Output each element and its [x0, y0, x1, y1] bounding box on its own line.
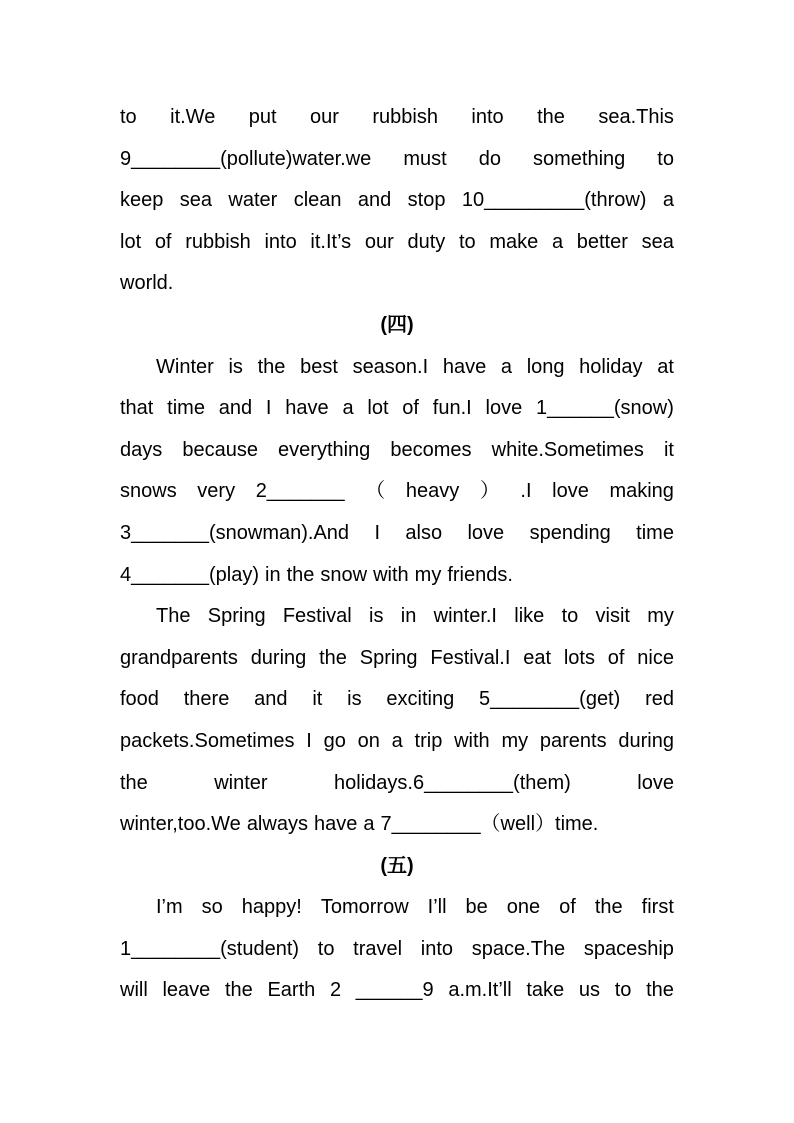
word: clean	[293, 189, 342, 212]
word: is	[347, 688, 362, 711]
word: happy!	[241, 896, 302, 919]
word: like	[514, 605, 545, 628]
word: make	[489, 230, 539, 253]
word: rubbish	[372, 106, 438, 128]
text-line	[120, 139, 674, 181]
word: because	[182, 438, 258, 461]
word: 3_______(snowman).And	[120, 521, 350, 544]
word: sea	[641, 230, 674, 253]
word: to	[458, 230, 476, 253]
word: be	[465, 896, 488, 919]
word: stop	[407, 189, 446, 212]
word: packets.Sometimes	[120, 729, 295, 752]
word: it	[663, 438, 674, 461]
word: parents	[539, 729, 607, 752]
word: snows	[120, 480, 177, 503]
word: a	[342, 397, 354, 420]
text-line	[120, 97, 674, 139]
word: （	[365, 480, 386, 503]
text-line	[120, 721, 674, 763]
word: best	[300, 355, 338, 378]
word: fun.I	[432, 397, 472, 420]
word: eat	[523, 646, 552, 669]
word: do	[478, 147, 501, 170]
word: is	[228, 355, 243, 378]
word: lots	[563, 646, 595, 669]
word: a	[500, 355, 513, 378]
word: lot	[367, 397, 389, 420]
text-line	[120, 513, 674, 555]
text-line	[120, 263, 674, 305]
word: into	[420, 937, 454, 960]
word: of	[154, 230, 172, 253]
word: the	[537, 106, 565, 128]
text-line	[120, 887, 674, 929]
word: trip	[414, 729, 443, 752]
word: during	[250, 646, 307, 669]
text-line	[120, 430, 674, 472]
word: 1________(student)	[120, 937, 300, 960]
word: a	[551, 230, 564, 253]
word: Festival.I	[430, 646, 511, 669]
word: spending	[529, 521, 611, 544]
word: my	[647, 605, 674, 628]
word: will	[120, 979, 148, 1002]
text-line	[120, 638, 674, 680]
word: heavy	[405, 480, 460, 503]
word: travel	[353, 937, 403, 960]
word: I’m	[156, 896, 183, 919]
text-line	[120, 555, 674, 597]
text-line	[120, 388, 674, 430]
text-line	[120, 763, 674, 805]
word: to	[317, 937, 335, 960]
word: better	[576, 230, 628, 253]
word: winter,too.We	[120, 813, 241, 836]
word: winter	[214, 771, 268, 794]
word: in	[265, 563, 281, 586]
word: very	[197, 480, 236, 503]
word: Spring	[207, 605, 266, 628]
word: have	[285, 397, 329, 420]
word: the	[257, 355, 286, 378]
word: nice	[637, 646, 674, 669]
word: a	[662, 189, 674, 212]
word: put	[248, 106, 277, 128]
section-heading: (五)	[380, 854, 414, 877]
word: red	[645, 688, 674, 711]
word: sea	[179, 189, 213, 212]
section-heading: (四)	[380, 313, 414, 336]
word: of	[559, 896, 576, 919]
word: into	[471, 106, 504, 128]
word: exciting	[386, 688, 455, 711]
word: spaceship	[583, 937, 674, 960]
word: space.The	[471, 937, 566, 960]
word: our	[310, 106, 339, 128]
text-line	[120, 596, 674, 638]
word: love	[467, 521, 505, 544]
text-line	[120, 929, 674, 971]
word: Winter	[156, 355, 214, 378]
word: it.We	[170, 106, 216, 128]
word: there	[183, 688, 230, 711]
word: with	[373, 563, 409, 586]
word: Spring	[359, 646, 418, 669]
word: grandparents	[120, 646, 238, 669]
text-line	[120, 180, 674, 222]
word: in	[400, 605, 417, 628]
word: into	[264, 230, 297, 253]
word: is	[369, 605, 384, 628]
word: the	[224, 979, 253, 1002]
word: one	[506, 896, 541, 919]
word: my	[414, 563, 442, 586]
word: food	[120, 688, 159, 711]
word: water	[228, 189, 278, 212]
text-line	[120, 804, 674, 846]
word: ______9	[355, 979, 434, 1002]
word: lot	[120, 230, 142, 253]
word: us	[578, 979, 600, 1002]
word: on	[357, 729, 380, 752]
word: a	[363, 813, 375, 836]
word: to	[561, 605, 579, 628]
word: The	[156, 605, 191, 628]
word: of	[402, 397, 419, 420]
word: I’ll	[427, 896, 447, 919]
word: becomes	[390, 438, 472, 461]
word: my	[501, 729, 529, 752]
word: I	[306, 729, 312, 752]
word: take	[526, 979, 565, 1002]
word: visit	[595, 605, 630, 628]
word: must	[403, 147, 447, 170]
word: the	[594, 896, 623, 919]
word: and	[357, 189, 392, 212]
word: to	[614, 979, 632, 1002]
word: the	[646, 979, 674, 1002]
word: the	[319, 646, 347, 669]
word: of	[607, 646, 625, 669]
word: holiday	[579, 355, 643, 378]
word: to	[120, 106, 137, 128]
word: I	[374, 521, 380, 544]
word: friends.	[447, 563, 513, 586]
word: sea.This	[598, 106, 674, 128]
word: love	[552, 480, 589, 503]
word: first	[641, 896, 674, 919]
word: time	[636, 521, 674, 544]
word: 4_______(play)	[120, 563, 259, 586]
word: keep	[120, 189, 164, 212]
word: at	[657, 355, 674, 378]
word: duty	[407, 230, 446, 253]
word: have	[442, 355, 487, 378]
word: everything	[278, 438, 371, 461]
word: Earth	[267, 979, 316, 1002]
word: 5________(get)	[479, 688, 621, 711]
word: .I	[520, 480, 532, 503]
word: a	[391, 729, 403, 752]
text-line	[120, 679, 674, 721]
word: also	[405, 521, 443, 544]
word: 10_________(throw)	[461, 189, 647, 212]
word: 1______(snow)	[536, 397, 674, 420]
word: love	[637, 771, 674, 794]
word: leave	[162, 979, 211, 1002]
text-line	[120, 347, 674, 389]
word: and	[218, 397, 253, 420]
word: the	[286, 563, 315, 586]
word: 9________(pollute)water.we	[120, 147, 372, 170]
word: days	[120, 438, 163, 461]
word: Festival	[282, 605, 352, 628]
word: go	[323, 729, 346, 752]
word: long	[526, 355, 565, 378]
word: rubbish	[185, 230, 251, 253]
word: with	[454, 729, 490, 752]
word: and	[254, 688, 288, 711]
word: it.It’s	[310, 230, 352, 253]
word: time	[167, 397, 205, 420]
word: so	[201, 896, 223, 919]
word: winter.I	[433, 605, 497, 628]
word: 2	[329, 979, 342, 1002]
word: making	[609, 480, 674, 503]
text-line	[120, 222, 674, 264]
word: Tomorrow	[320, 896, 409, 919]
word: ）	[479, 480, 500, 503]
word: love	[485, 397, 523, 420]
word: holidays.6________(them)	[334, 771, 571, 794]
word: snow	[320, 563, 368, 586]
word: that	[120, 397, 154, 420]
word: to	[657, 147, 674, 170]
word: season.I	[352, 355, 429, 378]
word: the	[120, 771, 148, 794]
word: during	[618, 729, 674, 752]
word: always	[246, 813, 308, 836]
word: it	[312, 688, 323, 711]
word: world.	[120, 272, 174, 295]
document-page	[120, 97, 674, 1012]
text-line	[120, 970, 674, 1012]
word: our	[364, 230, 394, 253]
word: something	[532, 147, 626, 170]
word: have	[313, 813, 358, 836]
word: 2_______	[255, 480, 345, 503]
text-line	[120, 471, 674, 513]
word: I	[265, 397, 272, 420]
word: white.Sometimes	[491, 438, 644, 461]
word: a.m.It’ll	[448, 979, 512, 1002]
word: 7________（well）time.	[380, 813, 599, 836]
